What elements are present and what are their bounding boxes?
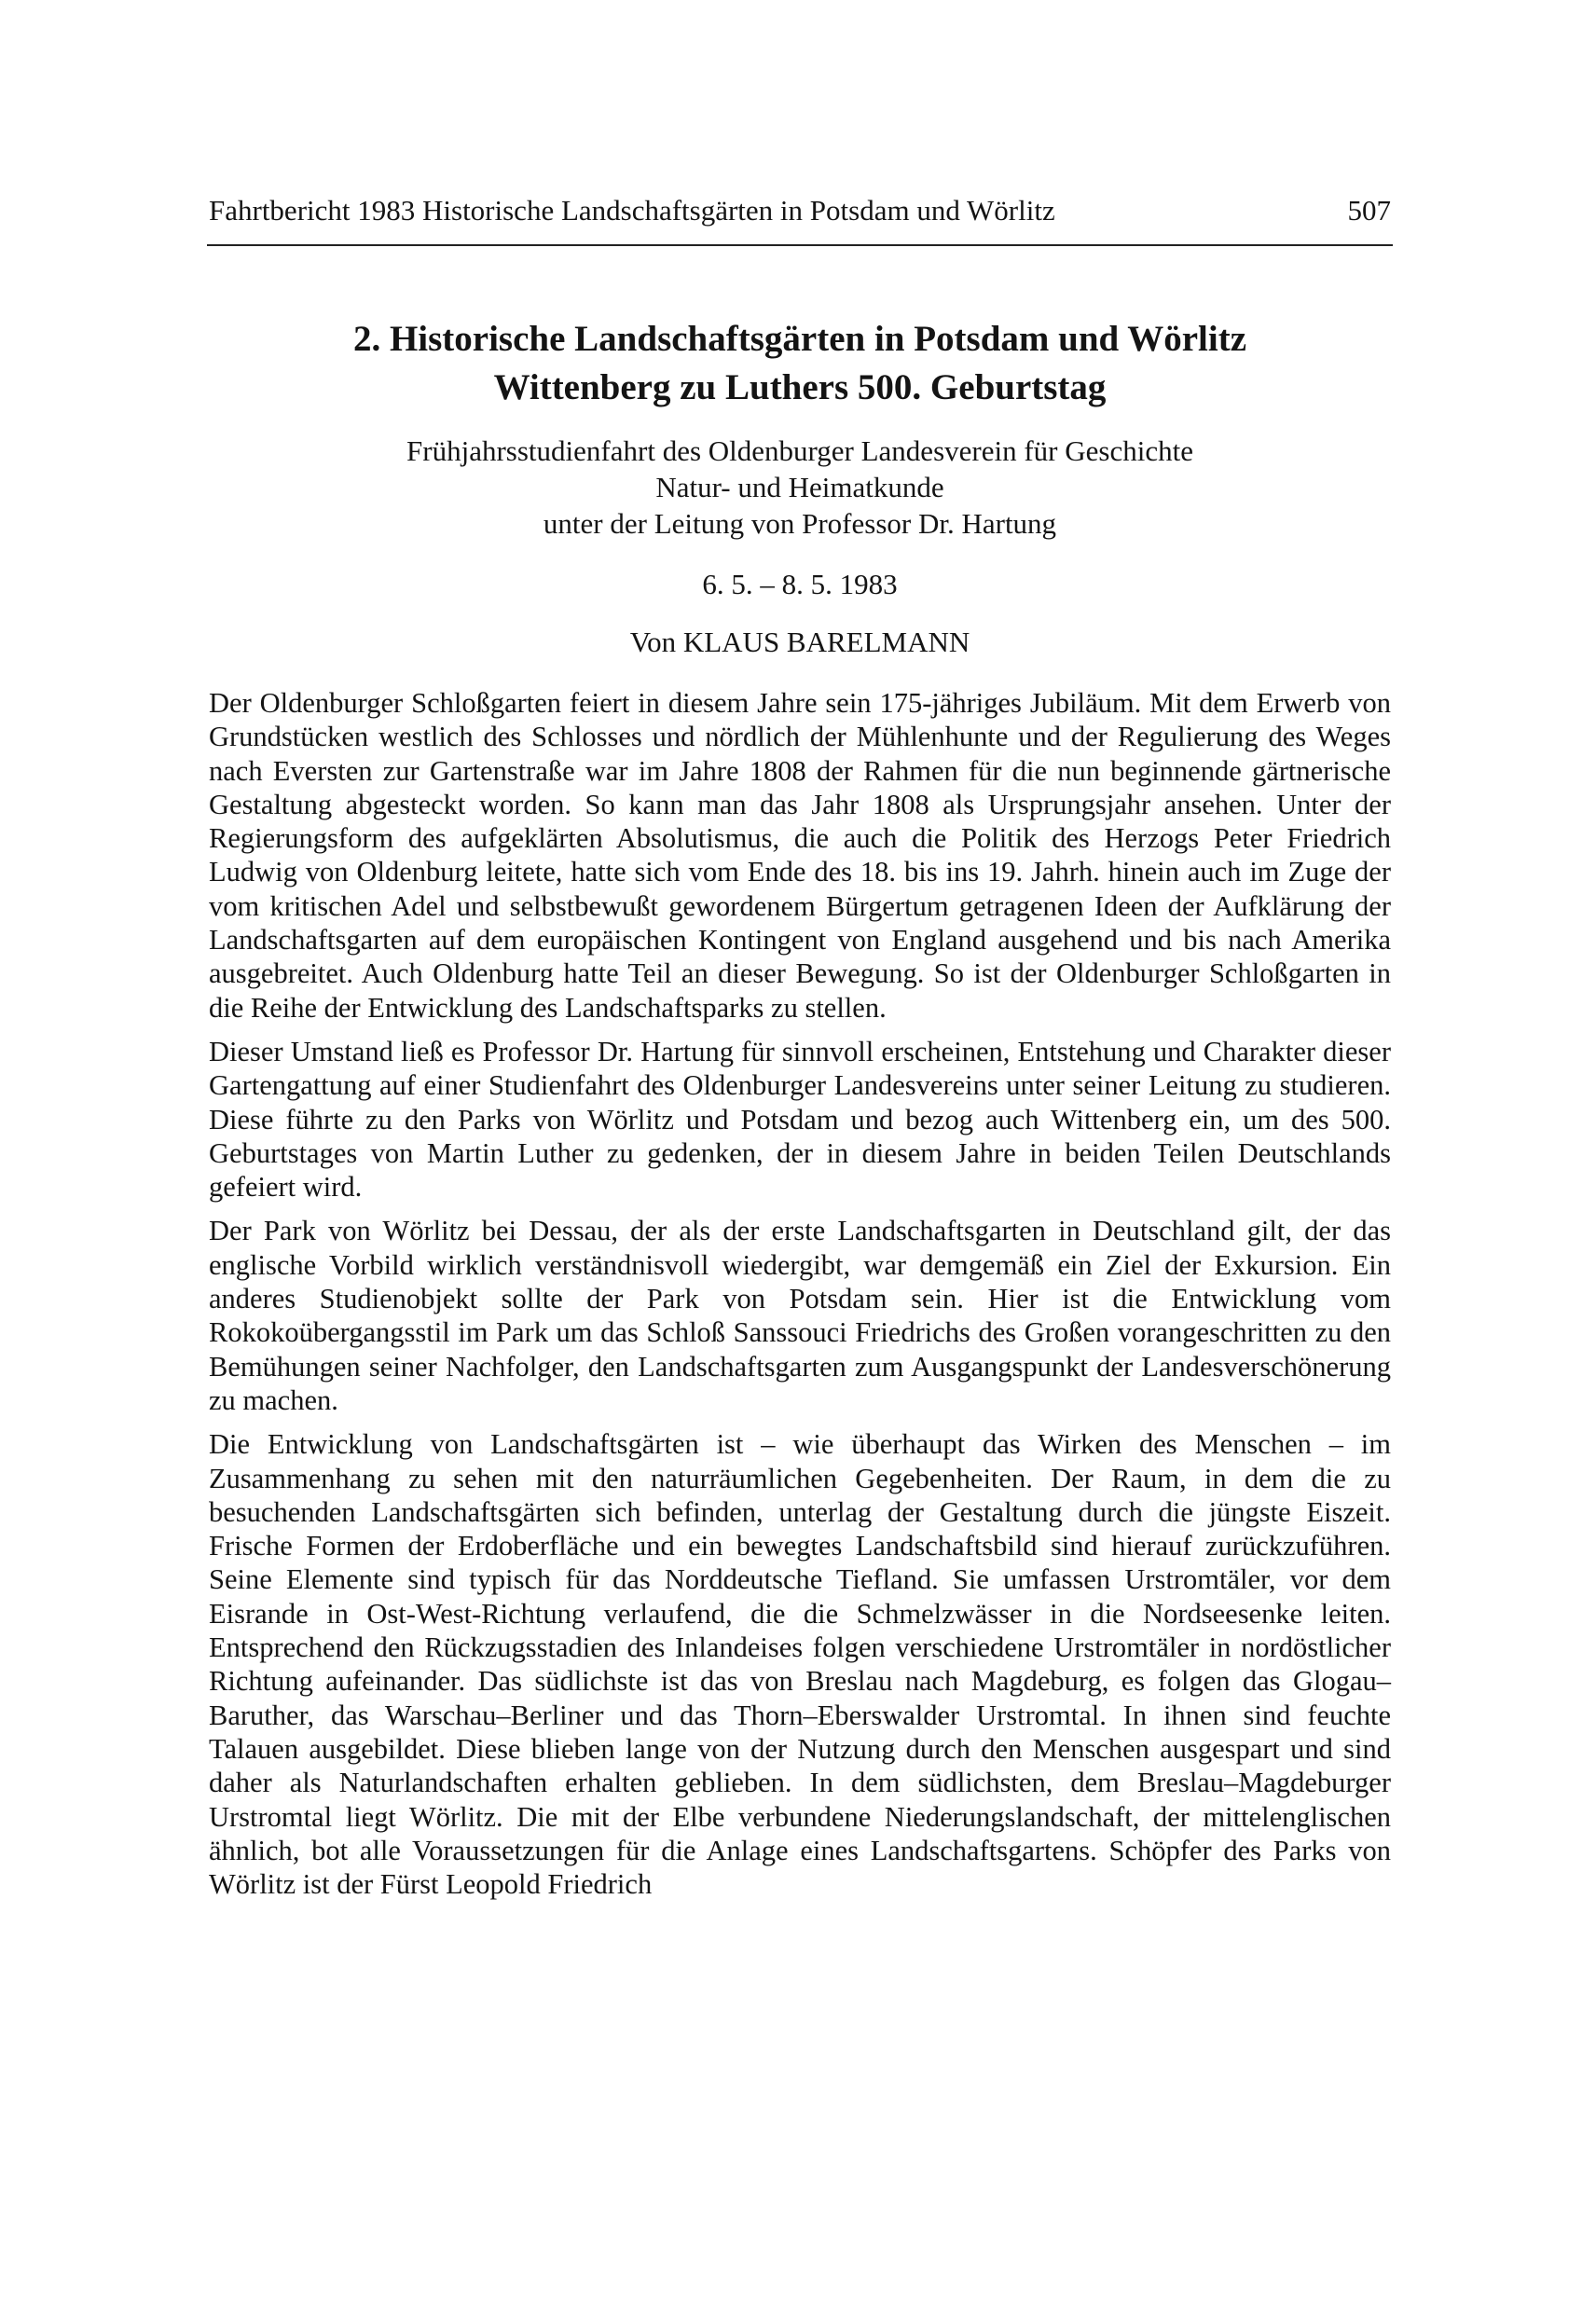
title-block — [209, 315, 1391, 661]
running-header — [209, 185, 1391, 237]
article-body — [209, 686, 1391, 1911]
paragraph-3: Der Park von Wörlitz bei Dessau, der als der erste Landschaftsgarten in Deutschland gilt, der das englische Vorbild wirklich verständnisvoll wiedergibt, war demgemäß ein Ziel der Exkursion. Ein anderes Studienobjekt sollte der Park von Potsdam sein. Hier ist die Entwicklung vom Rokokoübergangsstil im Park um das Schloß Sanssouci Friedrichs des Großen vorangeschritten zu den Bemühungen seiner Nachfolger, den Landschaftsgarten zum Ausgangspunkt der Landesverschönerung zu machen. — [209, 1215, 1391, 1416]
paragraph-2: Dieser Umstand ließ es Professor Dr. Hartung für sinnvoll erscheinen, Entstehung und Charakter dieser Gartengattung auf einer Studienfahrt des Oldenburger Landesvereins unter seiner Leitung zu studieren. Diese führte zu den Parks von Wörlitz und Potsdam und bezog auch Wittenberg ein, um des 500. Geburtstages von Martin Luther zu gedenken, der in diesem Jahre in beiden Teilen Deutschlands gefeiert wird. — [209, 1035, 1391, 1204]
author-byline: Von KLAUS BARELMANN — [629, 626, 970, 658]
trip-date: 6. 5. – 8. 5. 1983 — [702, 568, 898, 600]
article-title-line-2: Wittenberg zu Luthers 500. Geburtstag — [493, 367, 1107, 407]
paragraph-1: Der Oldenburger Schloßgarten feiert in diesem Jahre sein 175-jähriges Jubiläum. Mit dem Erwerb von Grundstücken westlich des Schlosses und nördlich der Mühlenhunte und der Regulierung des Weges nach Eversten zur Gartenstraße war im Jahre 1808 der Rahmen für die nun beginnende gärtnerische Gestaltung abgesteckt worden. So kann man das Jahr 1808 als Ursprungsjahr ansehen. Unter der Regierungsform des aufgeklärten Absolutismus, die auch die Politik des Herzogs Peter Friedrich Ludwig von Oldenburg leitete, hatte sich vom Ende des 18. bis ins 19. Jahrh. hinein auch im Zuge der vom kritischen Adel und selbstbewußt gewordenem Bürgertum getragenen Ideen der Aufklärung der Landschaftsgarten auf dem europäischen Kontingent von England ausgehend und bis nach Amerika ausgebreitet. Auch Oldenburg hatte Teil an dieser Bewegung. So ist der Oldenburger Schloßgarten in die Reihe der Entwicklung des Landschaftsparks zu stellen. — [209, 687, 1391, 1024]
running-title: Fahrtbericht 1983 Historische Landschaftsgärten in Potsdam und Wörlitz — [209, 194, 1055, 227]
subtitle-line-1: Frühjahrsstudienfahrt des Oldenburger Landesverein für Geschichte — [406, 434, 1193, 467]
subtitle-line-2: Natur- und Heimatkunde — [655, 471, 944, 503]
paragraph-4: Die Entwicklung von Landschaftsgärten ist – wie überhaupt das Wirken des Menschen – im Zusammenhang zu sehen mit den naturräumlichen Gegebenheiten. Der Raum, in dem die zu besuchenden Landschaftsgärten sich befinden, unterlag der Gestaltung durch die jüngste Eiszeit. Frische Formen der Erdoberfläche und ein bewegtes Landschaftsbild sind hierauf zurückzuführen. Seine Elemente sind typisch für das Norddeutsche Tiefland. Sie umfassen Urstromtäler, vor dem Eisrande in Ost-West-Richtung verlaufend, die die Schmelzwässer in die Nordseesenke leiten. Entsprechend den Rückzugsstadien des Inlandeises folgen verschiedene Urstromtäler in nordöstlicher Richtung aufeinander. Das südlichste ist das von Breslau nach Magdeburg, es folgen das Glogau–Baruther, das Warschau–Berliner und das Thorn–Eberswalder Urstromtal. In ihnen sind feuchte Talauen ausgebildet. Diese blieben lange von der Nutzung durch den Menschen ausgespart und sind daher als Naturlandschaften erhalten geblieben. In dem südlichsten, dem Breslau–Magdeburger Urstromtal liegt Wörlitz. Die mit der Elbe verbundene Niederungslandschaft, der mittelenglischen ähnlich, bot alle Voraussetzungen für die Anlage eines Landschaftsgartens. Schöpfer des Parks von Wörlitz ist der Fürst Leopold Friedrich — [209, 1428, 1391, 1901]
article-title-line-1: 2. Historische Landschaftsgärten in Potsdam und Wörlitz — [352, 319, 1247, 359]
page-number: 507 — [1347, 194, 1391, 227]
header-rule — [207, 244, 1393, 246]
subtitle-line-3: unter der Leitung von Professor Dr. Hartung — [543, 507, 1057, 540]
